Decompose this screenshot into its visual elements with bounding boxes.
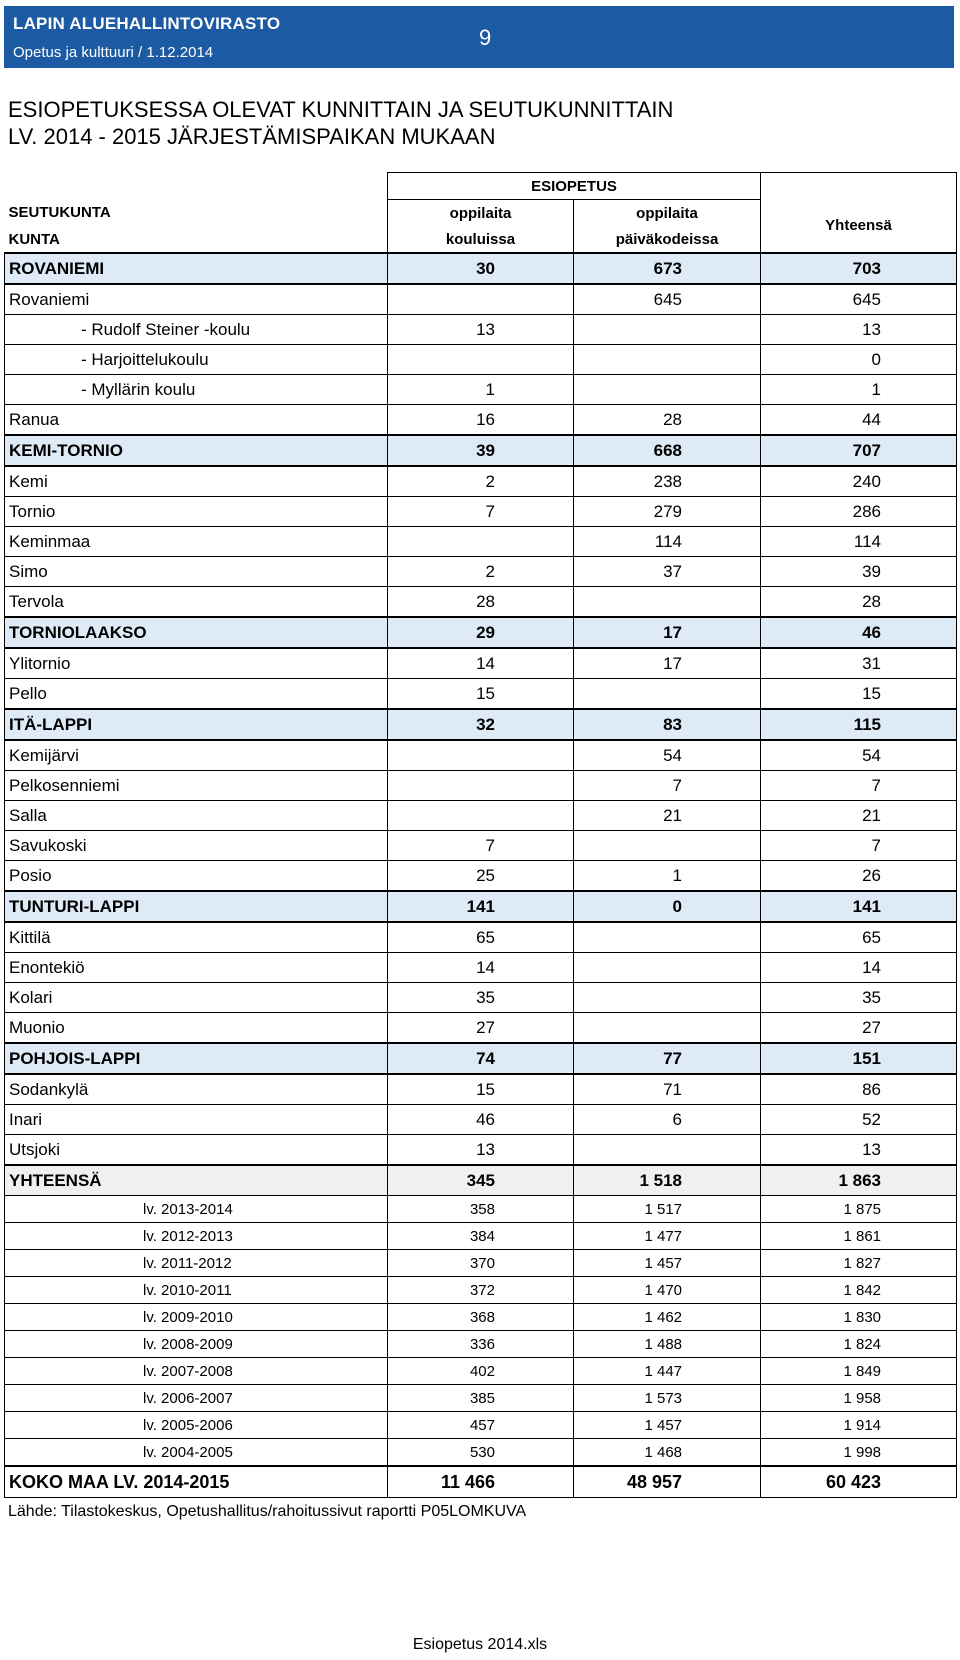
row-label: Posio bbox=[5, 861, 388, 892]
row-label: - Rudolf Steiner -koulu bbox=[5, 315, 388, 345]
table-row bbox=[5, 1105, 957, 1135]
cell-schools: 28 bbox=[388, 587, 574, 618]
row-label: ROVANIEMI bbox=[5, 253, 388, 284]
table-row bbox=[5, 922, 957, 953]
table-row bbox=[5, 679, 957, 710]
cell-schools: 368 bbox=[388, 1304, 574, 1331]
cell-schools bbox=[388, 740, 574, 771]
cell-daycare: 279 bbox=[574, 497, 761, 527]
table-row bbox=[5, 1074, 957, 1105]
cell-schools: 7 bbox=[388, 831, 574, 861]
history-row bbox=[5, 1412, 957, 1439]
cell-schools: 32 bbox=[388, 709, 574, 740]
cell-total: 1 bbox=[761, 375, 957, 405]
cell-schools: 457 bbox=[388, 1412, 574, 1439]
cell-schools bbox=[388, 345, 574, 375]
cell-schools: 345 bbox=[388, 1165, 574, 1196]
national-total-row bbox=[5, 1466, 957, 1498]
cell-daycare: 77 bbox=[574, 1043, 761, 1074]
cell-schools: 13 bbox=[388, 1135, 574, 1166]
table-row bbox=[5, 527, 957, 557]
row-label: - Harjoittelukoulu bbox=[5, 345, 388, 375]
row-label: Rovaniemi bbox=[5, 284, 388, 315]
row-label: Utsjoki bbox=[5, 1135, 388, 1166]
title-line-2: LV. 2014 - 2015 JÄRJESTÄMISPAIKAN MUKAAN bbox=[8, 124, 496, 149]
cell-total: 7 bbox=[761, 771, 957, 801]
cell-total: 21 bbox=[761, 801, 957, 831]
cell-total: 31 bbox=[761, 648, 957, 679]
cell-daycare: 17 bbox=[574, 648, 761, 679]
cell-total: 114 bbox=[761, 527, 957, 557]
cell-total: 65 bbox=[761, 922, 957, 953]
cell-daycare: 1 517 bbox=[574, 1196, 761, 1223]
cell-schools: 384 bbox=[388, 1223, 574, 1250]
page-title bbox=[8, 96, 673, 150]
cell-total: 151 bbox=[761, 1043, 957, 1074]
cell-schools bbox=[388, 801, 574, 831]
header-row-1 bbox=[5, 173, 957, 200]
cell-daycare: 28 bbox=[574, 405, 761, 436]
cell-schools: 1 bbox=[388, 375, 574, 405]
cell-daycare: 1 468 bbox=[574, 1439, 761, 1467]
cell-total: 44 bbox=[761, 405, 957, 436]
region-row bbox=[5, 435, 957, 466]
cell-total: 707 bbox=[761, 435, 957, 466]
row-label: lv. 2006-2007 bbox=[5, 1385, 388, 1412]
row-label: Muonio bbox=[5, 1013, 388, 1044]
history-row bbox=[5, 1277, 957, 1304]
cell-daycare: 673 bbox=[574, 253, 761, 284]
row-label: TUNTURI-LAPPI bbox=[5, 891, 388, 922]
cell-daycare bbox=[574, 1135, 761, 1166]
header-banner bbox=[4, 6, 954, 68]
cell-total: 240 bbox=[761, 466, 957, 497]
row-label: Pello bbox=[5, 679, 388, 710]
row-label: KEMI-TORNIO bbox=[5, 435, 388, 466]
cell-schools: 141 bbox=[388, 891, 574, 922]
row-label: lv. 2005-2006 bbox=[5, 1412, 388, 1439]
cell-daycare: 1 457 bbox=[574, 1250, 761, 1277]
row-label: Kemijärvi bbox=[5, 740, 388, 771]
cell-total: 13 bbox=[761, 1135, 957, 1166]
source-note: Lähde: Tilastokeskus, Opetushallitus/rahoitussivut raportti P05LOMKUVA bbox=[8, 1503, 527, 1520]
cell-total: 13 bbox=[761, 315, 957, 345]
cell-schools: 39 bbox=[388, 435, 574, 466]
table-row bbox=[5, 315, 957, 345]
row-label: ITÄ-LAPPI bbox=[5, 709, 388, 740]
cell-total: 645 bbox=[761, 284, 957, 315]
cell-total: 46 bbox=[761, 617, 957, 648]
cell-total: 1 842 bbox=[761, 1277, 957, 1304]
cell-daycare: 1 bbox=[574, 861, 761, 892]
cell-total: 1 863 bbox=[761, 1165, 957, 1196]
cell-total: 39 bbox=[761, 557, 957, 587]
cell-daycare: 645 bbox=[574, 284, 761, 315]
region-row bbox=[5, 253, 957, 284]
cell-daycare: 1 477 bbox=[574, 1223, 761, 1250]
history-row bbox=[5, 1223, 957, 1250]
cell-daycare bbox=[574, 587, 761, 618]
cell-total: 14 bbox=[761, 953, 957, 983]
table-row bbox=[5, 466, 957, 497]
row-label: Salla bbox=[5, 801, 388, 831]
cell-schools: 385 bbox=[388, 1385, 574, 1412]
cell-schools: 11 466 bbox=[388, 1466, 574, 1498]
page-number: 9 bbox=[479, 25, 492, 50]
cell-daycare: 114 bbox=[574, 527, 761, 557]
history-row bbox=[5, 1196, 957, 1223]
row-label: lv. 2004-2005 bbox=[5, 1439, 388, 1467]
cell-total: 28 bbox=[761, 587, 957, 618]
cell-daycare: 17 bbox=[574, 617, 761, 648]
row-label: lv. 2008-2009 bbox=[5, 1331, 388, 1358]
cell-daycare: 1 573 bbox=[574, 1385, 761, 1412]
total-row bbox=[5, 1165, 957, 1196]
header-subtitle: Opetus ja kulttuuri / 1.12.2014 bbox=[13, 44, 214, 61]
cell-total: 52 bbox=[761, 1105, 957, 1135]
cell-total: 60 423 bbox=[761, 1466, 957, 1498]
cell-daycare: 1 457 bbox=[574, 1412, 761, 1439]
cell-daycare: 54 bbox=[574, 740, 761, 771]
cell-daycare: 7 bbox=[574, 771, 761, 801]
cell-schools: 2 bbox=[388, 557, 574, 587]
cell-schools: 29 bbox=[388, 617, 574, 648]
cell-daycare: 37 bbox=[574, 557, 761, 587]
cell-daycare: 1 488 bbox=[574, 1331, 761, 1358]
cell-daycare bbox=[574, 315, 761, 345]
cell-daycare bbox=[574, 375, 761, 405]
row-label: YHTEENSÄ bbox=[5, 1165, 388, 1196]
cell-schools: 14 bbox=[388, 953, 574, 983]
cell-total: 1 998 bbox=[761, 1439, 957, 1467]
cell-total: 1 824 bbox=[761, 1331, 957, 1358]
table-row bbox=[5, 831, 957, 861]
col-kunta-header: KUNTA bbox=[5, 226, 388, 253]
cell-total: 0 bbox=[761, 345, 957, 375]
row-label: lv. 2007-2008 bbox=[5, 1358, 388, 1385]
cell-daycare bbox=[574, 922, 761, 953]
cell-total: 1 849 bbox=[761, 1358, 957, 1385]
cell-schools: 74 bbox=[388, 1043, 574, 1074]
cell-total: 54 bbox=[761, 740, 957, 771]
row-label: Kittilä bbox=[5, 922, 388, 953]
cell-daycare: 0 bbox=[574, 891, 761, 922]
cell-schools: 2 bbox=[388, 466, 574, 497]
cell-daycare bbox=[574, 345, 761, 375]
col-school-header-b: kouluissa bbox=[388, 226, 574, 253]
row-label: POHJOIS-LAPPI bbox=[5, 1043, 388, 1074]
cell-total: 35 bbox=[761, 983, 957, 1013]
cell-daycare: 668 bbox=[574, 435, 761, 466]
cell-schools: 46 bbox=[388, 1105, 574, 1135]
cell-schools bbox=[388, 527, 574, 557]
row-label: Enontekiö bbox=[5, 953, 388, 983]
row-label: KOKO MAA LV. 2014-2015 bbox=[5, 1466, 388, 1498]
cell-schools: 35 bbox=[388, 983, 574, 1013]
cell-daycare bbox=[574, 831, 761, 861]
table-row bbox=[5, 497, 957, 527]
cell-total: 1 827 bbox=[761, 1250, 957, 1277]
cell-total: 286 bbox=[761, 497, 957, 527]
row-label: lv. 2010-2011 bbox=[5, 1277, 388, 1304]
cell-schools: 16 bbox=[388, 405, 574, 436]
row-label: Savukoski bbox=[5, 831, 388, 861]
cell-schools: 15 bbox=[388, 679, 574, 710]
title-line-1: ESIOPETUKSESSA OLEVAT KUNNITTAIN JA SEUTUKUNNITTAIN bbox=[8, 97, 674, 122]
region-row bbox=[5, 891, 957, 922]
table-row bbox=[5, 405, 957, 436]
cell-daycare bbox=[574, 1013, 761, 1044]
organization-name: LAPIN ALUEHALLINTOVIRASTO bbox=[13, 14, 281, 33]
cell-schools: 530 bbox=[388, 1439, 574, 1467]
cell-total: 1 875 bbox=[761, 1196, 957, 1223]
row-label: lv. 2011-2012 bbox=[5, 1250, 388, 1277]
statistics-table bbox=[4, 172, 957, 1498]
history-row bbox=[5, 1304, 957, 1331]
cell-total: 27 bbox=[761, 1013, 957, 1044]
cell-schools: 27 bbox=[388, 1013, 574, 1044]
region-row bbox=[5, 1043, 957, 1074]
cell-schools: 358 bbox=[388, 1196, 574, 1223]
cell-schools: 372 bbox=[388, 1277, 574, 1304]
cell-schools: 25 bbox=[388, 861, 574, 892]
cell-total: 1 830 bbox=[761, 1304, 957, 1331]
row-label: lv. 2012-2013 bbox=[5, 1223, 388, 1250]
row-label: Sodankylä bbox=[5, 1074, 388, 1105]
cell-total: 86 bbox=[761, 1074, 957, 1105]
cell-total: 7 bbox=[761, 831, 957, 861]
cell-daycare: 1 462 bbox=[574, 1304, 761, 1331]
cell-total: 26 bbox=[761, 861, 957, 892]
history-row bbox=[5, 1439, 957, 1467]
region-row bbox=[5, 709, 957, 740]
cell-total: 703 bbox=[761, 253, 957, 284]
row-label: Kemi bbox=[5, 466, 388, 497]
cell-schools: 7 bbox=[388, 497, 574, 527]
cell-daycare: 83 bbox=[574, 709, 761, 740]
cell-schools: 30 bbox=[388, 253, 574, 284]
table-row bbox=[5, 801, 957, 831]
region-row bbox=[5, 617, 957, 648]
cell-schools: 15 bbox=[388, 1074, 574, 1105]
table-row bbox=[5, 375, 957, 405]
cell-schools: 14 bbox=[388, 648, 574, 679]
col-region-header: SEUTUKUNTA bbox=[5, 200, 388, 227]
table-row bbox=[5, 648, 957, 679]
table-row bbox=[5, 953, 957, 983]
table-row bbox=[5, 1013, 957, 1044]
history-row bbox=[5, 1385, 957, 1412]
cell-daycare bbox=[574, 983, 761, 1013]
table-row bbox=[5, 284, 957, 315]
row-label: Pelkosenniemi bbox=[5, 771, 388, 801]
history-row bbox=[5, 1250, 957, 1277]
cell-daycare: 71 bbox=[574, 1074, 761, 1105]
table-row bbox=[5, 861, 957, 892]
table-row bbox=[5, 983, 957, 1013]
cell-total: 141 bbox=[761, 891, 957, 922]
row-label: Keminmaa bbox=[5, 527, 388, 557]
cell-total: 1 914 bbox=[761, 1412, 957, 1439]
row-label: Tornio bbox=[5, 497, 388, 527]
row-label: lv. 2013-2014 bbox=[5, 1196, 388, 1223]
cell-schools: 402 bbox=[388, 1358, 574, 1385]
col-daycare-header-b: päiväkodeissa bbox=[574, 226, 761, 253]
cell-schools bbox=[388, 771, 574, 801]
table-row bbox=[5, 587, 957, 618]
cell-schools: 65 bbox=[388, 922, 574, 953]
cell-schools bbox=[388, 284, 574, 315]
history-row bbox=[5, 1331, 957, 1358]
cell-daycare: 48 957 bbox=[574, 1466, 761, 1498]
cell-daycare: 1 518 bbox=[574, 1165, 761, 1196]
row-label: Ranua bbox=[5, 405, 388, 436]
row-label: Kolari bbox=[5, 983, 388, 1013]
history-row bbox=[5, 1358, 957, 1385]
cell-schools: 336 bbox=[388, 1331, 574, 1358]
row-label: Tervola bbox=[5, 587, 388, 618]
table-row bbox=[5, 1135, 957, 1166]
row-label: Simo bbox=[5, 557, 388, 587]
cell-total: 15 bbox=[761, 679, 957, 710]
footer-filename: Esiopetus 2014.xls bbox=[412, 1636, 548, 1653]
cell-schools: 370 bbox=[388, 1250, 574, 1277]
cell-schools: 13 bbox=[388, 315, 574, 345]
row-label: - Myllärin koulu bbox=[5, 375, 388, 405]
cell-daycare bbox=[574, 953, 761, 983]
col-total-header: Yhteensä bbox=[761, 200, 957, 254]
cell-total: 1 958 bbox=[761, 1385, 957, 1412]
group-header: ESIOPETUS bbox=[388, 173, 761, 200]
row-label: Ylitornio bbox=[5, 648, 388, 679]
row-label: lv. 2009-2010 bbox=[5, 1304, 388, 1331]
col-daycare-header-a: oppilaita bbox=[574, 200, 761, 227]
row-label: TORNIOLAAKSO bbox=[5, 617, 388, 648]
header-row-2 bbox=[5, 200, 957, 227]
col-school-header-a: oppilaita bbox=[388, 200, 574, 227]
table-row bbox=[5, 771, 957, 801]
table-row bbox=[5, 345, 957, 375]
cell-total: 1 861 bbox=[761, 1223, 957, 1250]
row-label: Inari bbox=[5, 1105, 388, 1135]
cell-daycare: 238 bbox=[574, 466, 761, 497]
cell-total: 115 bbox=[761, 709, 957, 740]
cell-daycare: 1 470 bbox=[574, 1277, 761, 1304]
table-row bbox=[5, 740, 957, 771]
cell-daycare: 1 447 bbox=[574, 1358, 761, 1385]
cell-daycare: 21 bbox=[574, 801, 761, 831]
cell-daycare: 6 bbox=[574, 1105, 761, 1135]
table-row bbox=[5, 557, 957, 587]
cell-daycare bbox=[574, 679, 761, 710]
